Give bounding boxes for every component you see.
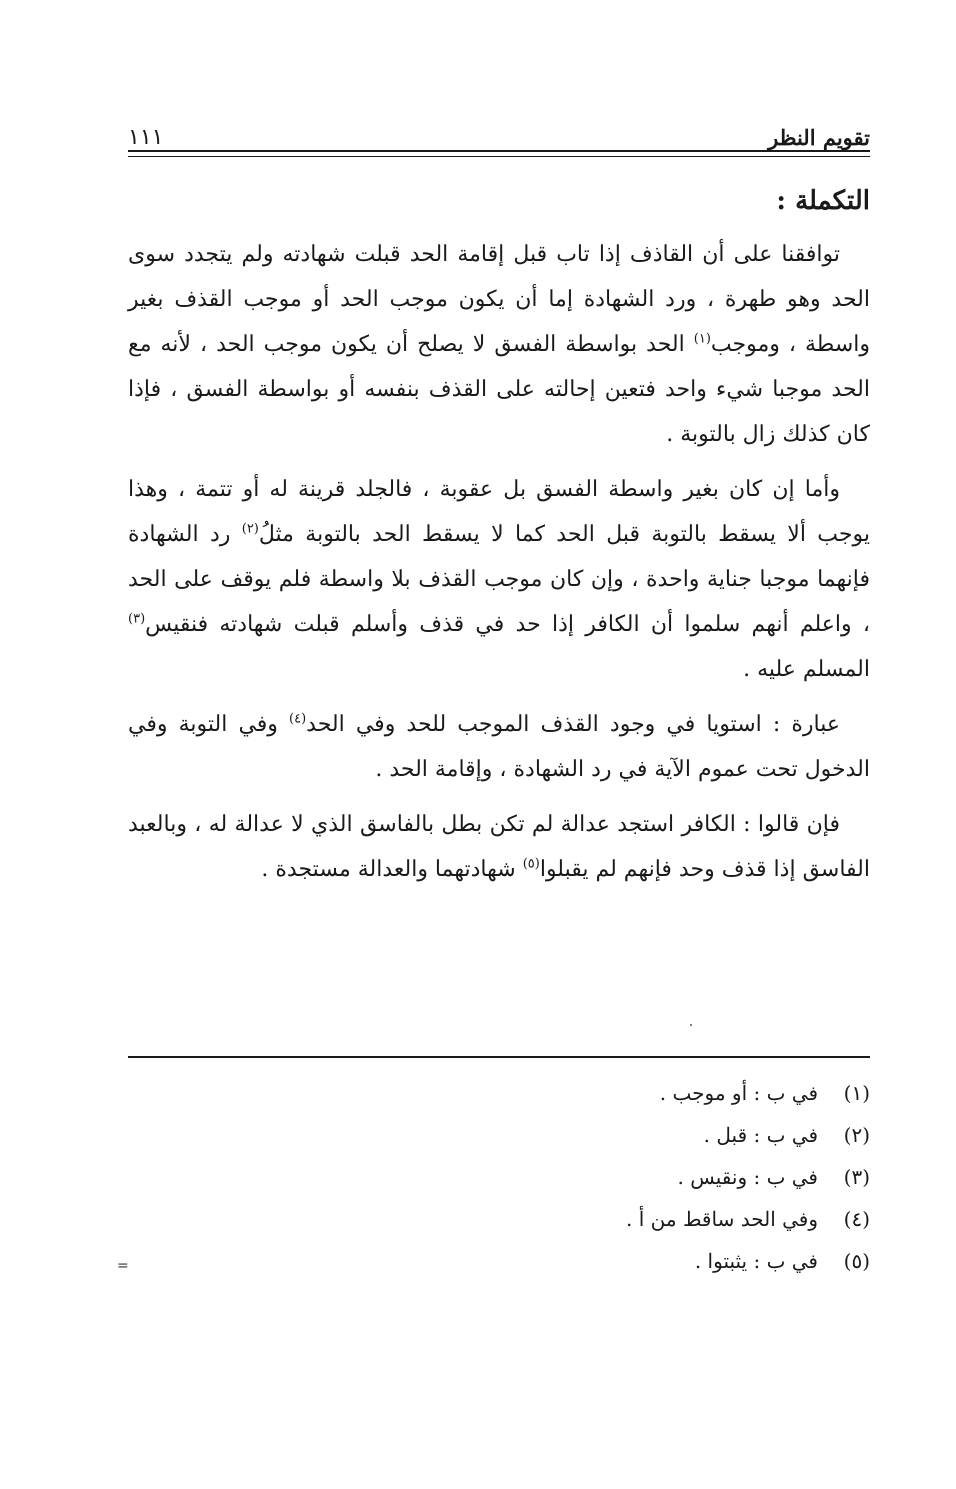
footnote-text: وفي الحد ساقط من أ . <box>626 1207 818 1231</box>
page-header <box>128 112 870 150</box>
footnote-rule <box>128 1056 870 1058</box>
scan-speck <box>690 1024 692 1026</box>
footnote-number: (٢) <box>843 1123 870 1147</box>
footnote-5 <box>128 1240 870 1282</box>
paragraph-text: الحد بواسطة الفسق لا يصلح أن يكون موجب الحد ، لأنه مع الحد موجبا شيء واحد فتعين إحالته على القذف بنفسه أو بواسطة الفسق ، فإذا كان كذلك زال بالتوبة . <box>128 332 870 447</box>
footnote-3 <box>128 1156 870 1198</box>
footnote-text: في ب : ونقيس . <box>677 1165 818 1189</box>
paragraph-4 <box>128 802 870 892</box>
paragraph-text: فإن قالوا : الكافر استجد عدالة لم تكن بطل بالفاسق الذي لا عدالة له ، وبالعبد الفاسق إذا قذف وحد فإنهم لم يقبلوا <box>128 812 870 882</box>
footnote-marker-1: (١) <box>693 331 711 347</box>
footnote-marker-2: (٢) <box>241 521 259 537</box>
paragraph-text: توافقنا على أن القاذف إذا تاب قبل إقامة الحد قبلت شهادته ولم يتجدد سوى الحد وهو طهرة ، ورد الشهادة إما أن يكون موجب الحد أو موجب القذف بغير واسطة ، وموجب <box>128 242 870 357</box>
footnote-1 <box>128 1072 870 1114</box>
footnote-number: (١) <box>843 1081 870 1105</box>
footnote-2 <box>128 1114 870 1156</box>
page-number: ١١١ <box>128 125 164 150</box>
main-text <box>128 178 870 902</box>
header-rule-thin <box>128 156 870 157</box>
footnote-text: في ب : قبل . <box>703 1123 818 1147</box>
paragraph-3 <box>128 702 870 792</box>
paragraph-text: شهادتهما والعدالة مستجدة . <box>261 857 523 882</box>
paragraph-text: وأما إن كان بغير واسطة الفسق بل عقوبة ، فالجلد قرينة له أو تتمة ، وهذا يوجب ألا يسقط بالتوبة قبل الحد كما لا يسقط الحد بالتوبة مثلُ <box>128 477 870 547</box>
footnote-marker-5: (٥) <box>522 856 540 872</box>
paragraph-text: وفي التوبة وفي الدخول تحت عموم الآية في رد الشهادة ، وإقامة الحد . <box>128 712 870 782</box>
paragraph-text: المسلم عليه . <box>743 657 870 682</box>
footnote-number: (٥) <box>843 1249 870 1273</box>
footnote-text: في ب : أو موجب . <box>659 1081 818 1105</box>
footnote-marker-3: (٣) <box>128 611 146 627</box>
footnotes <box>128 1072 870 1282</box>
running-title: تقويم النظر <box>768 125 870 150</box>
footnote-4 <box>128 1198 870 1240</box>
margin-mark: = <box>117 1258 129 1274</box>
header-rule-thick <box>128 150 870 152</box>
paragraph-1 <box>128 232 870 457</box>
paragraph-text: رد الشهادة فإنهما موجبا جناية واحدة ، وإن كان موجب القذف بلا واسطة فلم يوقف على الحد ، واعلم أنهم سلموا أن الكافر إذا حد في قذف وأسلم قبلت شهادته فنقيس <box>128 522 870 637</box>
footnote-number: (٤) <box>843 1207 870 1231</box>
paragraph-2 <box>128 467 870 692</box>
footnote-number: (٣) <box>843 1165 870 1189</box>
footnote-marker-4: (٤) <box>289 711 307 727</box>
footnote-text: في ب : يثبتوا . <box>694 1249 818 1273</box>
section-heading: التكملة : <box>776 186 870 216</box>
paragraph-text: عبارة : استويا في وجود القذف الموجب للحد وفي الحد <box>306 712 840 737</box>
